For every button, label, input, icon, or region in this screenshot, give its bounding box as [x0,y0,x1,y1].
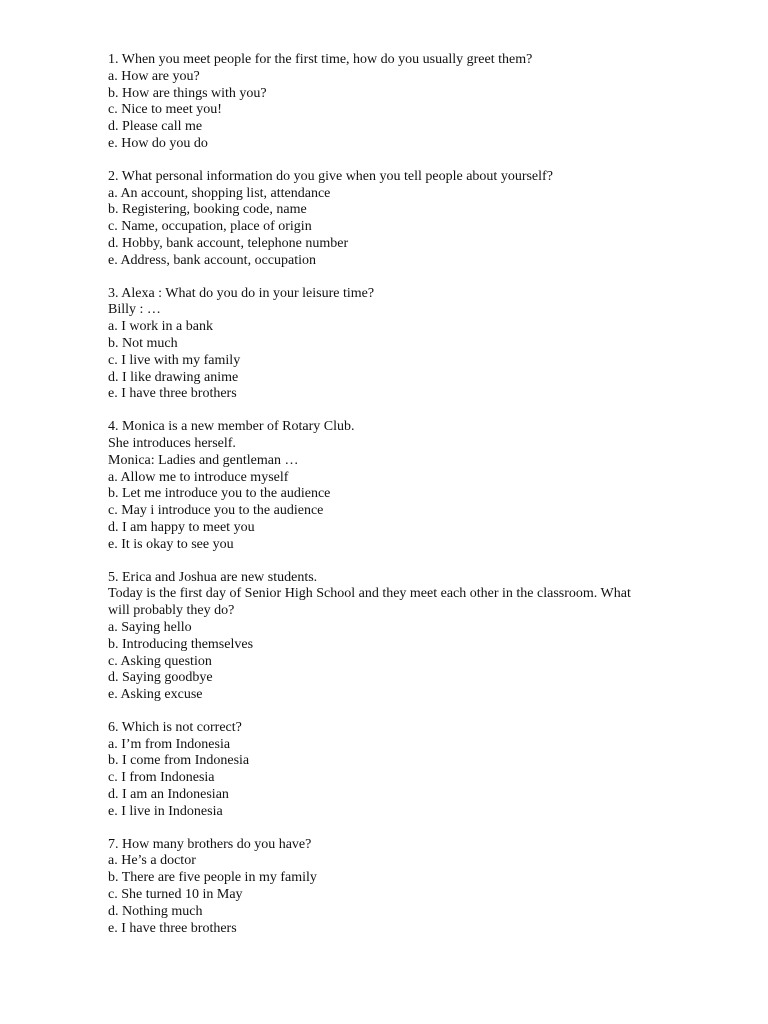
answer-option: a. Saying hello [108,619,192,635]
question-4 [108,419,728,553]
answer-option: d. I like drawing anime [108,369,239,385]
answer-option: a. An account, shopping list, attendance [108,185,331,201]
answer-option: d. Saying goodbye [108,670,213,686]
answer-option: c. I live with my family [108,352,241,368]
answer-option: b. I come from Indonesia [108,753,250,769]
question-stem: 7. How many brothers do you have? [108,836,312,852]
answer-option: c. Name, occupation, place of origin [108,219,312,235]
answer-option: c. I from Indonesia [108,770,215,786]
answer-option: b. Registering, booking code, name [108,202,307,218]
question-stem: 1. When you meet people for the first time, how do you usually greet them? [108,52,533,67]
answer-option: c. Nice to meet you! [108,102,222,118]
question-2 [108,169,728,270]
question-1 [108,52,728,153]
answer-option: e. It is okay to see you [108,536,234,552]
question-stem: 3. Alexa : What do you do in your leisure time? [108,285,375,301]
answer-option: c. Asking question [108,653,212,669]
answer-option: b. Not much [108,335,178,351]
answer-option: d. I am happy to meet you [108,519,255,535]
question-stem: 4. Monica is a new member of Rotary Club. [108,419,355,435]
question-stem: will probably they do? [108,603,235,619]
worksheet [108,52,728,953]
question-stem: Monica: Ladies and gentleman … [108,452,299,468]
answer-option: c. She turned 10 in May [108,887,243,903]
question-stem: 5. Erica and Joshua are new students. [108,569,318,585]
answer-option: c. May i introduce you to the audience [108,503,324,519]
question-5 [108,570,728,704]
question-7 [108,837,728,938]
question-stem: 6. Which is not correct? [108,719,242,735]
answer-option: e. Address, bank account, occupation [108,252,316,268]
answer-option: e. I live in Indonesia [108,803,223,819]
question-stem: Billy : … [108,302,161,318]
answer-option: a. How are you? [108,68,200,84]
answer-option: a. I’m from Indonesia [108,736,231,752]
answer-option: b. There are five people in my family [108,870,317,886]
answer-option: e. I have three brothers [108,920,237,936]
answer-option: a. I work in a bank [108,319,213,335]
answer-option: d. Please call me [108,119,203,135]
answer-option: b. How are things with you? [108,85,267,101]
answer-option: b. Let me introduce you to the audience [108,486,331,502]
answer-option: e. How do you do [108,135,208,151]
question-stem: 2. What personal information do you give when you tell people about yourself? [108,168,553,184]
answer-option: d. Nothing much [108,903,203,919]
answer-option: e. I have three brothers [108,386,237,402]
answer-option: e. Asking excuse [108,687,203,703]
answer-option: d. I am an Indonesian [108,787,229,803]
question-stem: She introduces herself. [108,435,236,451]
question-3 [108,286,728,404]
answer-option: a. Allow me to introduce myself [108,469,289,485]
question-6 [108,720,728,821]
answer-option: d. Hobby, bank account, telephone number [108,235,349,251]
question-stem: Today is the first day of Senior High School and they meet each other in the classroom. What [108,586,631,602]
answer-option: b. Introducing themselves [108,636,254,652]
answer-option: a. He’s a doctor [108,853,196,869]
